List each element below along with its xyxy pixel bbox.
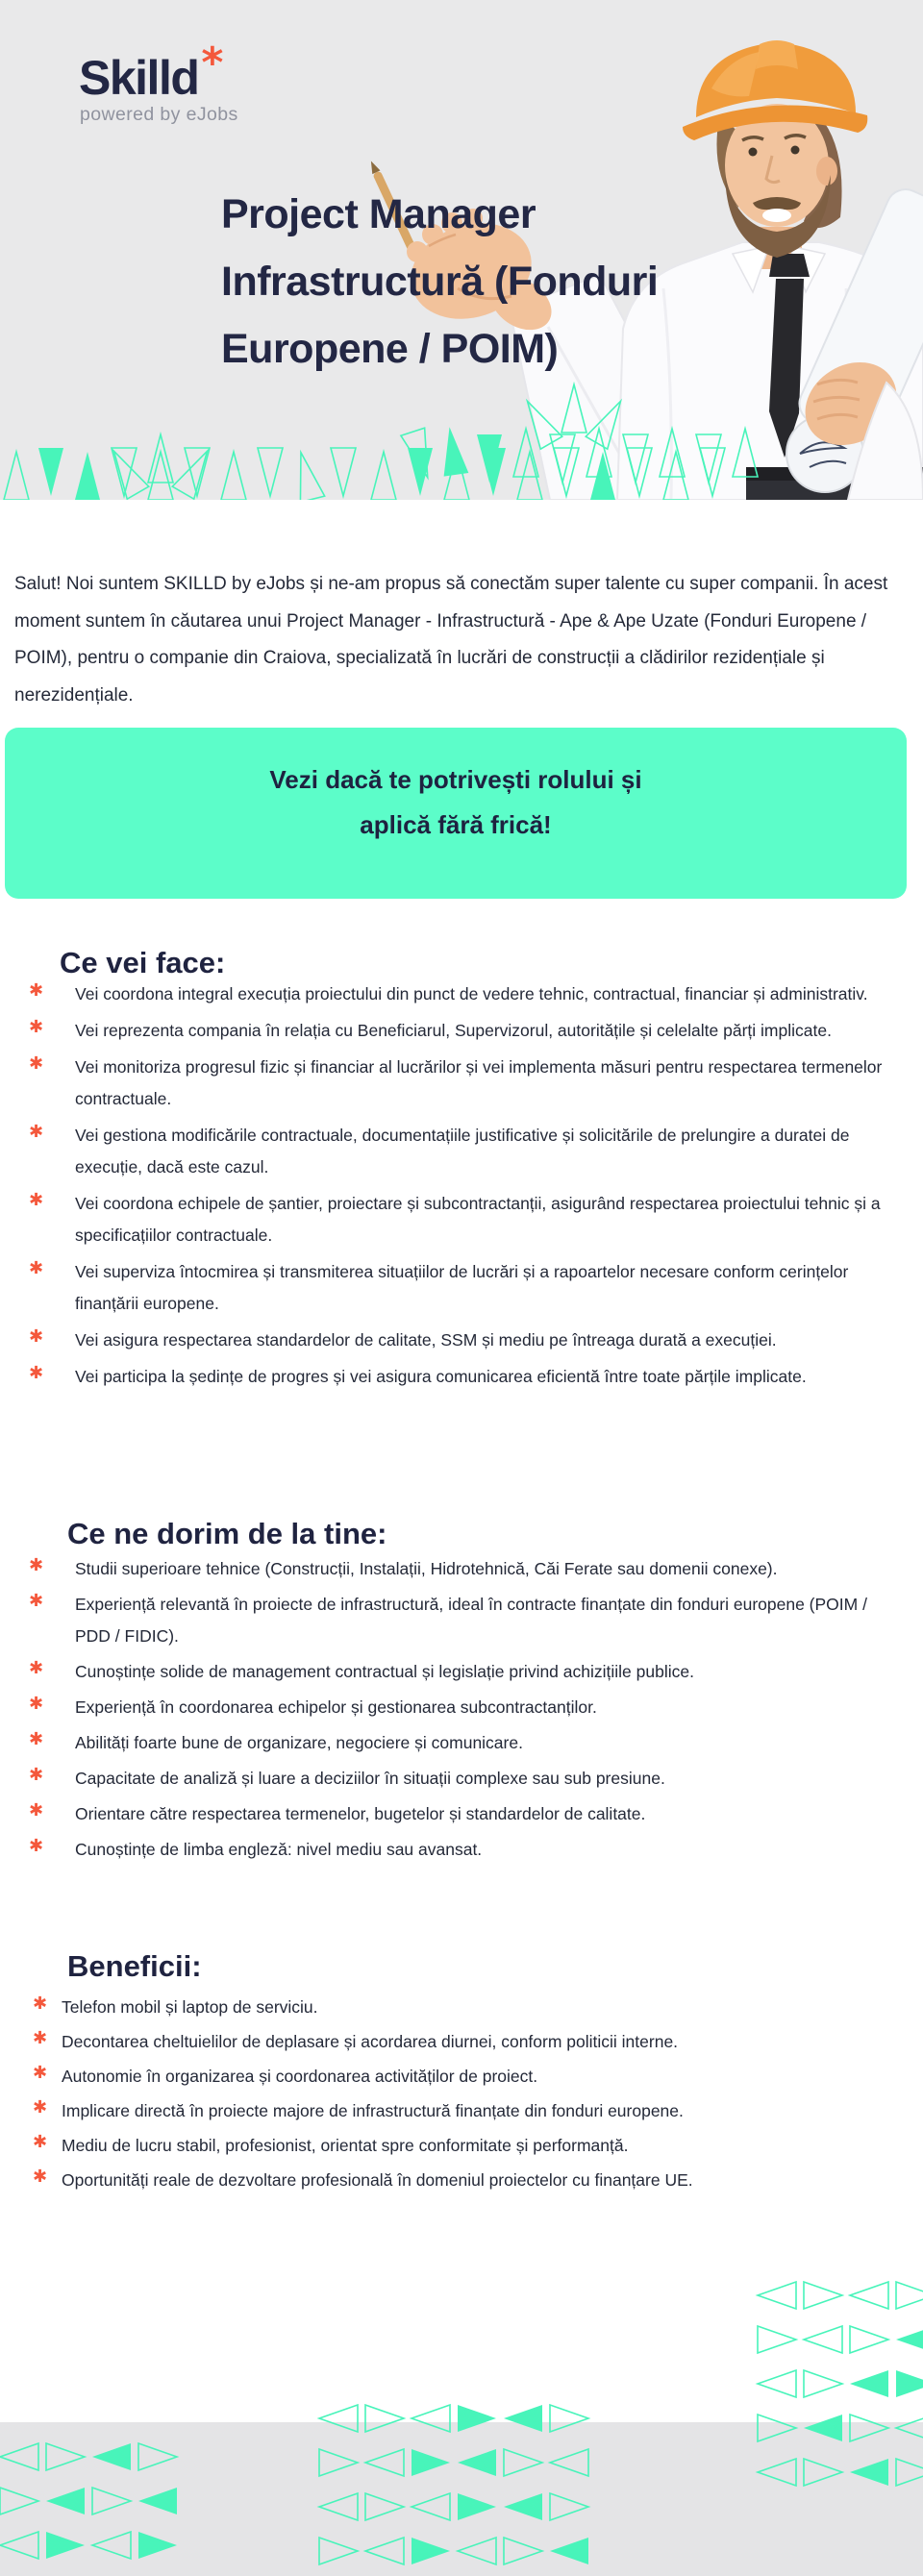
- list-item: [0, 1692, 923, 1723]
- list-item-text: Mediu de lucru stabil, profesionist, orientat spre conformitate și performanță.: [62, 2136, 629, 2155]
- list-item: [0, 1015, 923, 1047]
- section-heading-ce-ne-dorim: Ce ne dorim de la tine:: [67, 1516, 387, 1550]
- list-ce-ne-dorim: [0, 1553, 923, 1870]
- list-item-text: Oportunități reale de dezvoltare profesională în domeniul proiectelor cu finanțare UE.: [62, 2170, 693, 2190]
- asterisk-bullet-icon: ✱: [29, 1363, 44, 1383]
- list-item: [0, 1256, 923, 1320]
- asterisk-bullet-icon: ✱: [29, 1258, 44, 1278]
- asterisk-bullet-icon: ✱: [29, 1017, 44, 1037]
- asterisk-bullet-icon: ✱: [29, 1658, 44, 1678]
- cta-banner-line: Vezi dacă te potrivești rolului și: [269, 765, 642, 794]
- list-item-text: Vei gestiona modificările contractuale, documentațiile justificative și solicitările de prelungire a duratei de execuție, dacă este cazul.: [75, 1126, 850, 1177]
- list-item-text: Vei coordona integral execuția proiectului din punct de vedere tehnic, contractual, financiar și administrativ.: [75, 984, 868, 1003]
- section-heading-ce-vei-face: Ce vei face:: [60, 945, 226, 979]
- list-item-text: Capacitate de analiză și luare a deciziilor în situații complexe sau sub presiune.: [75, 1769, 665, 1788]
- list-item: [0, 1120, 923, 1183]
- list-item-text: Experiență relevantă în proiecte de infrastructură, ideal în contracte finanțate din fonduri europene (POIM / PDD / FIDIC).: [75, 1595, 867, 1646]
- list-item-text: Cunoștințe de limba engleză: nivel mediu sau avansat.: [75, 1840, 483, 1859]
- asterisk-bullet-icon: ✱: [29, 1555, 44, 1575]
- asterisk-bullet-icon: ✱: [33, 2132, 48, 2152]
- asterisk-bullet-icon: ✱: [29, 980, 44, 1001]
- asterisk-bullet-icon: ✱: [33, 1994, 48, 2014]
- list-item: [0, 1052, 923, 1115]
- list-item: [0, 1553, 923, 1585]
- list-beneficii: [0, 1992, 923, 2199]
- list-item: [0, 2130, 923, 2162]
- asterisk-bullet-icon: ✱: [29, 1765, 44, 1785]
- list-item: [0, 2095, 923, 2127]
- list-item: [0, 1992, 923, 2023]
- list-item-text: Autonomie în organizarea și coordonarea activităților de proiect.: [62, 2067, 538, 2086]
- list-item: [0, 1727, 923, 1759]
- list-item: [0, 1798, 923, 1830]
- asterisk-bullet-icon: ✱: [33, 2097, 48, 2118]
- list-item: [0, 2165, 923, 2196]
- skilld-logo: [79, 38, 222, 105]
- asterisk-bullet-icon: ✱: [29, 1190, 44, 1210]
- list-item-text: Experiență în coordonarea echipelor și gestionarea subcontractanților.: [75, 1697, 597, 1717]
- asterisk-bullet-icon: ✱: [33, 2167, 48, 2187]
- list-item: [0, 1589, 923, 1652]
- list-item-text: Vei participa la ședințe de progres și vei asigura comunicarea eficientă între toate părțile implicate.: [75, 1367, 807, 1386]
- logo-asterisk-icon: *: [201, 38, 222, 87]
- job-title-line: Project Manager: [221, 191, 536, 237]
- list-item: [0, 1361, 923, 1393]
- list-item-text: Cunoștințe solide de management contractual și legislație privind achizițiile publice.: [75, 1662, 694, 1681]
- list-item: [0, 2026, 923, 2058]
- asterisk-bullet-icon: ✱: [29, 1729, 44, 1749]
- list-ce-vei-face: [0, 978, 923, 1398]
- list-item: [0, 2061, 923, 2093]
- list-item-text: Vei reprezenta compania în relația cu Beneficiarul, Supervizorul, autoritățile și celelalte părți implicate.: [75, 1021, 832, 1040]
- list-item: [0, 1834, 923, 1866]
- logo-tagline: powered by eJobs: [80, 104, 238, 125]
- job-title-line: Infrastructură (Fonduri: [221, 259, 659, 305]
- asterisk-bullet-icon: ✱: [29, 1591, 44, 1611]
- asterisk-bullet-icon: ✱: [29, 1836, 44, 1856]
- list-item-text: Vei asigura respectarea standardelor de calitate, SSM și mediu pe întreaga durată a execuției.: [75, 1330, 777, 1350]
- list-item-text: Vei coordona echipele de șantier, proiectare și subcontractanții, asigurând respectarea proiectului tehnic și a specificațiilor contractuale.: [75, 1194, 881, 1245]
- job-title-line: Europene / POIM): [221, 326, 559, 372]
- list-item-text: Implicare directă în proiecte majore de infrastructură finanțate din fonduri europene.: [62, 2101, 684, 2120]
- logo-text: Skilld: [79, 51, 199, 105]
- triangle-decor-footer: [0, 2278, 923, 2576]
- section-heading-beneficii: Beneficii:: [67, 1948, 202, 1983]
- list-item-text: Vei monitoriza progresul fizic și financiar al lucrărilor și vei implementa măsuri pentru respectarea termenelor contractuale.: [75, 1057, 883, 1108]
- job-title: [221, 181, 760, 383]
- list-item: [0, 978, 923, 1010]
- list-item: [0, 1656, 923, 1688]
- list-item-text: Telefon mobil și laptop de serviciu.: [62, 1997, 318, 2017]
- list-item: [0, 1763, 923, 1795]
- triangle-decor-header: [0, 377, 808, 500]
- list-item: [0, 1325, 923, 1356]
- asterisk-bullet-icon: ✱: [29, 1122, 44, 1142]
- asterisk-bullet-icon: ✱: [29, 1326, 44, 1347]
- intro-paragraph: Salut! Noi suntem SKILLD by eJobs și ne-am propus să conectăm super talente cu super companii. În acest moment suntem în căutarea unui Project Manager - Infrastructură - Ape & Ape Uzate (Fonduri Europene / POIM), pentru o companie din Craiova, specializată în lucrări de construcții a clădirilor rezidențiale și nerezidențiale.: [14, 574, 888, 706]
- list-item-text: Studii superioare tehnice (Construcții, Instalații, Hidrotehnică, Căi Ferate sau domenii conexe).: [75, 1559, 778, 1578]
- asterisk-bullet-icon: ✱: [29, 1694, 44, 1714]
- list-item-text: Abilități foarte bune de organizare, negociere și comunicare.: [75, 1733, 523, 1752]
- asterisk-bullet-icon: ✱: [29, 1053, 44, 1074]
- list-item: [0, 1188, 923, 1251]
- asterisk-bullet-icon: ✱: [29, 1800, 44, 1821]
- header: [0, 0, 923, 500]
- asterisk-bullet-icon: ✱: [33, 2063, 48, 2083]
- list-item-text: Orientare către respectarea termenelor, bugetelor și standardelor de calitate.: [75, 1804, 646, 1823]
- list-item-text: Vei superviza întocmirea și transmiterea situațiilor de lucrări și a rapoartelor necesare conform cerințelor finanțării europene.: [75, 1262, 849, 1313]
- asterisk-bullet-icon: ✱: [33, 2028, 48, 2048]
- cta-banner[interactable]: [5, 728, 907, 899]
- list-item-text: Decontarea cheltuielilor de deplasare și acordarea diurnei, conform politicii interne.: [62, 2032, 679, 2051]
- cta-banner-line: aplică fără frică!: [360, 810, 552, 839]
